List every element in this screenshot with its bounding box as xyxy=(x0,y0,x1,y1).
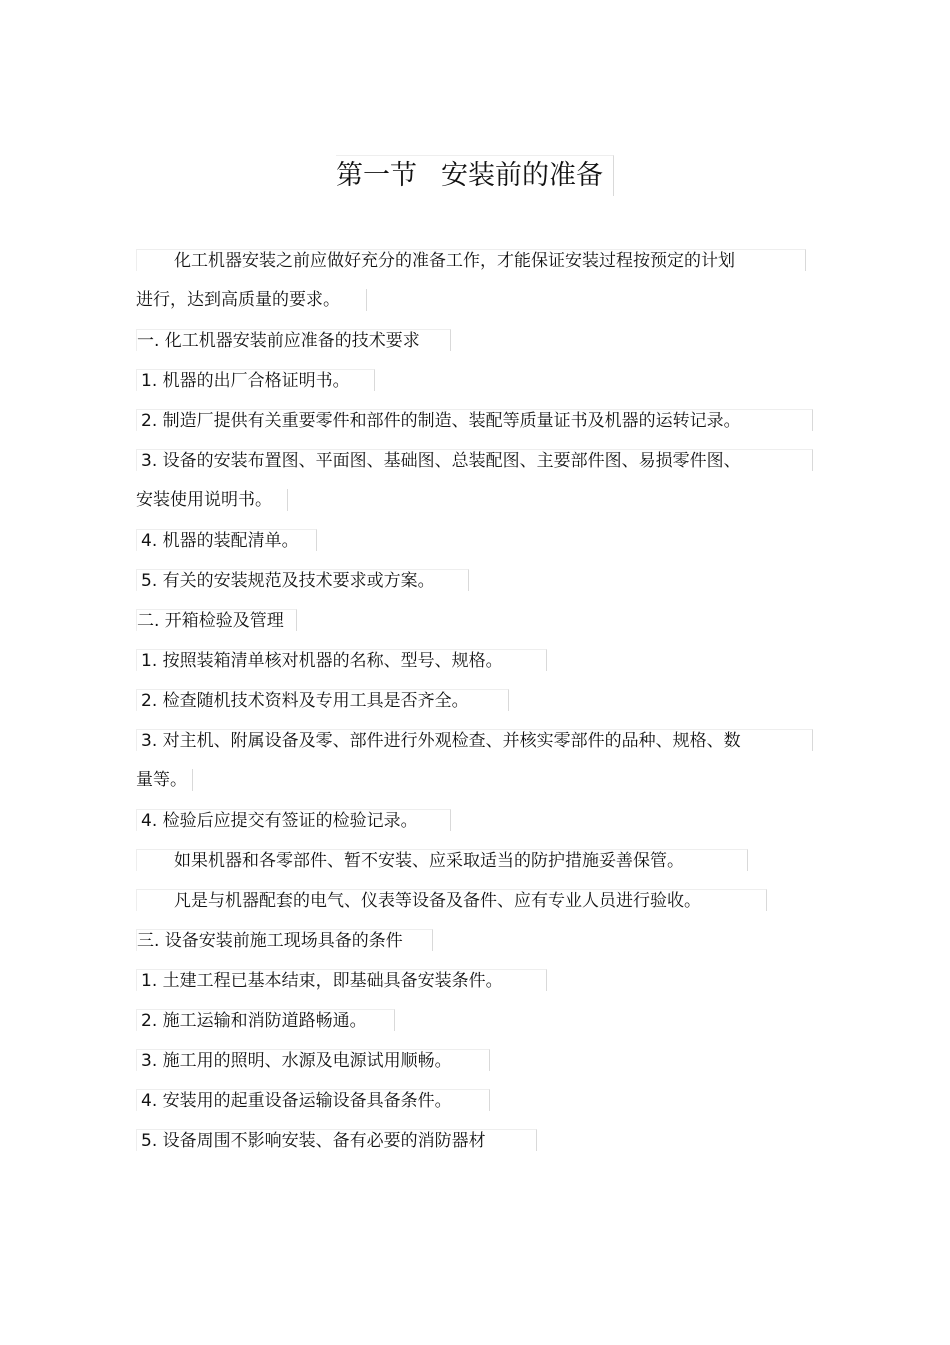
list-item: 2. 制造厂提供有关重要零件和部件的制造、装配等质量证书及机器的运转记录。 xyxy=(136,409,813,431)
list-item: 3. 施工用的照明、水源及电源试用顺畅。 xyxy=(136,1049,490,1071)
heading-unpacking-inspection: 二. 开箱检验及管理 xyxy=(136,609,297,631)
list-item: 4. 检验后应提交有签证的检验记录。 xyxy=(136,809,451,831)
section-heading: 安装前的准备 xyxy=(441,160,603,191)
paragraph-line: 化工机器安装之前应做好充分的准备工作，才能保证安装过程按预定的计划 xyxy=(136,249,806,271)
list-item: 3. 设备的安装布置图、平面图、基础图、总装配图、主要部件图、易损零件图、 xyxy=(136,449,813,471)
section-title xyxy=(336,155,614,196)
list-item: 5. 设备周围不影响安装、备有必要的消防器材 xyxy=(136,1129,537,1151)
paragraph-line: 如果机器和各零部件、暂不安装、应采取适当的防护措施妥善保管。 xyxy=(136,849,748,871)
list-item-continuation: 量等。 xyxy=(136,769,193,791)
list-item: 1. 土建工程已基本结束，即基础具备安装条件。 xyxy=(136,969,547,991)
list-item: 1. 机器的出厂合格证明书。 xyxy=(136,369,375,391)
list-item: 2. 施工运输和消防道路畅通。 xyxy=(136,1009,395,1031)
section-number: 第一节 xyxy=(336,160,417,191)
list-item: 3. 对主机、附属设备及零、部件进行外观检查、并核实零部件的品种、规格、数 xyxy=(136,729,813,751)
list-item-continuation: 安装使用说明书。 xyxy=(136,489,288,511)
heading-technical-requirements: 一. 化工机器安装前应准备的技术要求 xyxy=(136,329,451,351)
list-item: 4. 机器的装配清单。 xyxy=(136,529,317,551)
list-item: 1. 按照装箱清单核对机器的名称、型号、规格。 xyxy=(136,649,547,671)
heading-site-conditions: 三. 设备安装前施工现场具备的条件 xyxy=(136,929,433,951)
paragraph-line: 进行，达到高质量的要求。 xyxy=(136,289,367,311)
list-item: 5. 有关的安装规范及技术要求或方案。 xyxy=(136,569,469,591)
paragraph-line: 凡是与机器配套的电气、仪表等设备及备件、应有专业人员进行验收。 xyxy=(136,889,767,911)
list-item: 2. 检查随机技术资料及专用工具是否齐全。 xyxy=(136,689,509,711)
list-item: 4. 安装用的起重设备运输设备具备条件。 xyxy=(136,1089,490,1111)
